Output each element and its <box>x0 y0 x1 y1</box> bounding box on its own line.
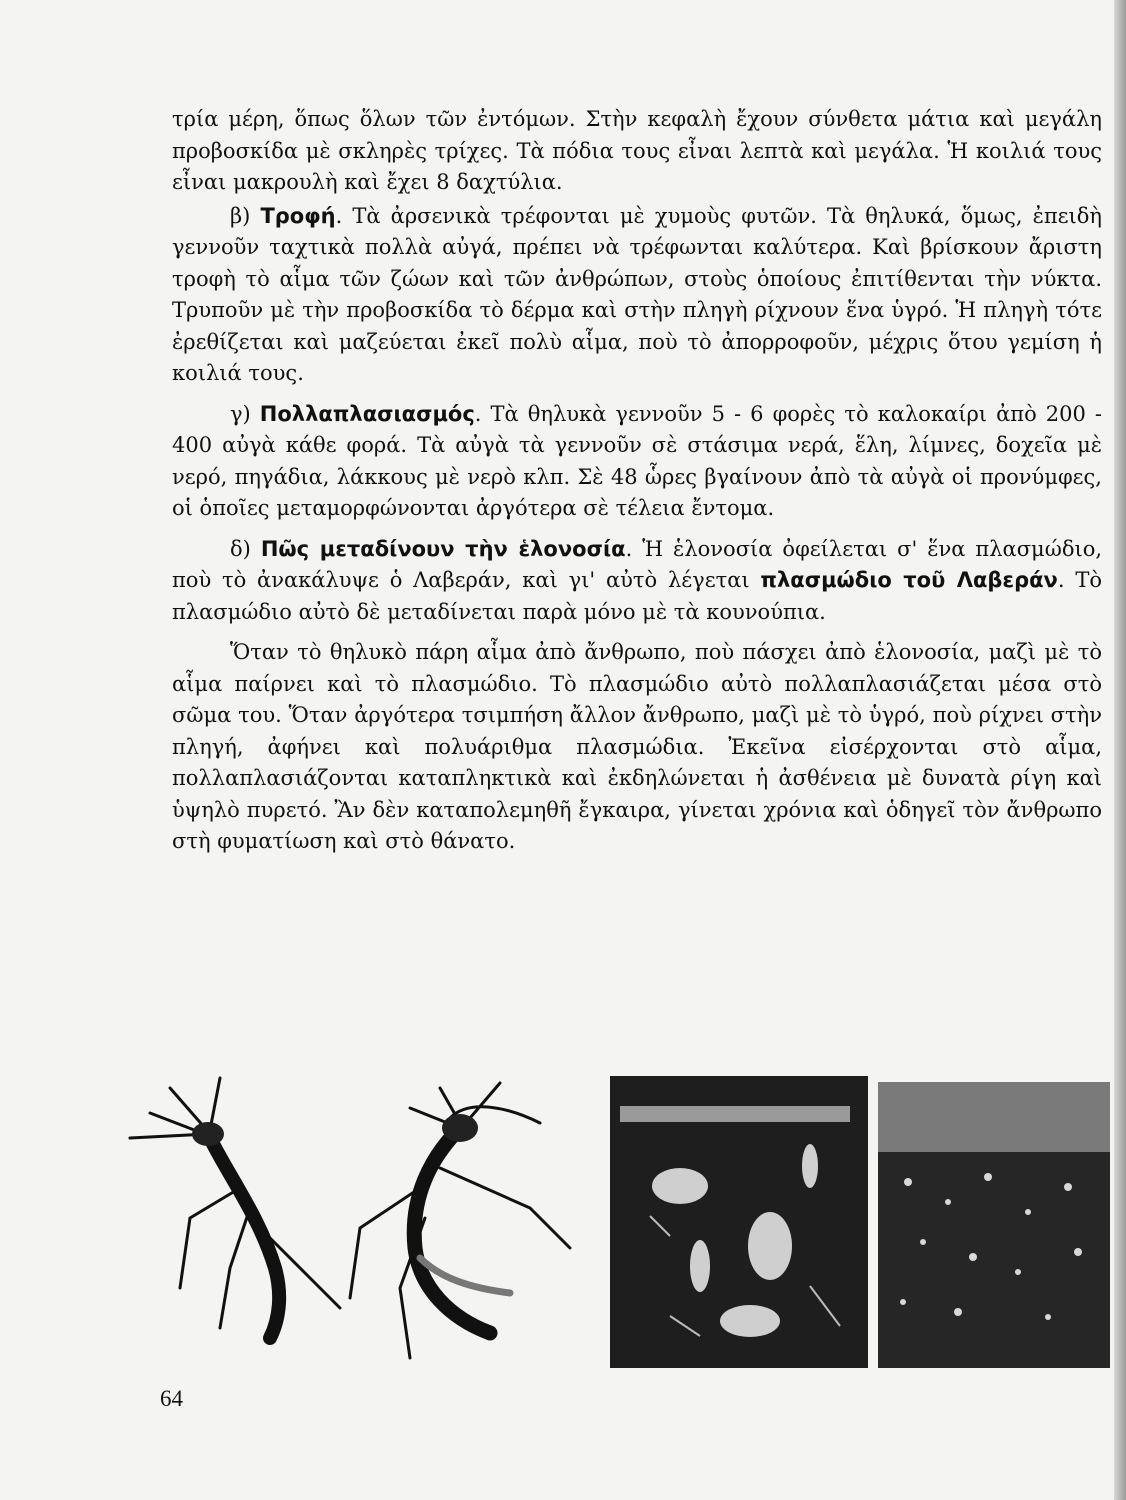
page-number: 64 <box>160 1386 183 1411</box>
paragraph-otan-text: Ὅταν τὸ θηλυκὸ πάρη αἷμα ἀπὸ ἄνθρωπο, ποὺ πάσχει ἀπὸ ἑλονοσία, μαζὶ μὲ τὸ αἷμα παίρνει καὶ τὸ πλασμώδιο. Τὸ πλασμώδιο αὐτὸ πολλαπλασιάζεται μέσα στὸ σῶμα του. Ὅταν ἀργότερα τσιμπήση ἄλλον ἄνθρωπο, μαζὶ μὲ τὸ ὑγρό, ποὺ ρίχνει στὴν πληγή, ἀφήνει καὶ πολυάριθμα πλασμώδια. Ἐκεῖνα εἰσέρχονται στὸ αἷμα, πολλαπλασιάζονται καταπληκτικὰ καὶ ἐκδηλώνεται ἡ ἀσθένεια μὲ δυνατὰ ρίγη καὶ ὑψηλὸ πυρετό. Ἂν δὲν καταπολεμηθῆ ἔγκαιρα, γίνεται χρόνια καὶ ὁδηγεῖ τὸν ἄνθρωπο στὴ φυματίωση καὶ στὸ θάνατο. <box>172 640 1102 853</box>
paragraph-pollaplasiasmos <box>172 399 1102 525</box>
water-surface-photo <box>878 1082 1110 1368</box>
paragraph-metadosi-text-end: . Τὸ πλασμώδιο αὐτὸ δὲ μεταδίνεται παρὰ μόνο μὲ τὰ κουνούπια. <box>172 568 1102 624</box>
paragraph-pollaplasiasmos-text: . Τὰ θηλυκὰ γεννοῦν 5 - 6 φορὲς τὸ καλοκαίρι ἀπὸ 200 - 400 αὐγὰ κάθε φορά. Τὰ αὐγὰ τὰ γεννοῦν σὲ στάσιμα νερά, ἕλη, λίμνες, δοχεῖα μὲ νερό, πηγάδια, λάκκους μὲ νερὸ κλπ. Σὲ 48 ὧρες βγαίνουν ἀπὸ τὰ αὐγὰ οἱ προνύμφες, οἱ ὁποῖες μεταμορφώνονται ἀργότερα σὲ τέλεια ἔντομα. <box>172 401 1102 520</box>
heading-metadosi: Πῶς μεταδίνουν τὴν ἑλονοσία <box>260 536 626 561</box>
paragraph-trofi-text: . Τὰ ἀρσενικὰ τρέφονται μὲ χυμοὺς φυτῶν. Τὰ θηλυκά, ὅμως, ἐπειδὴ γεννοῦν ταχτικὰ πολλὰ αὐγά, πρέπει νὰ τρέφωνται καλύτερα. Καὶ βρίσκουν ἄριστη τροφὴ τὸ αἷμα τῶν ζώων καὶ τῶν ἀνθρώπων, στοὺς ὁποίους ἐπιτίθενται τὴν νύκτα. Τρυποῦν μὲ τὴν προβοσκίδα τὸ δέρμα καὶ στὴν πληγὴ ρίχνουν ἕνα ὑγρό. Ἡ πληγὴ τότε ἐρεθίζεται καὶ μαζεύεται ἐκεῖ πολὺ αἷμα, ποὺ τὸ ἀπορροφοῦν, μέχρις ὅτου γεμίση ἡ κοιλιά τους. <box>172 203 1103 385</box>
paragraph-1 <box>172 104 1102 199</box>
heading-pollaplasiasmos: Πολλαπλασιασμός <box>259 401 475 426</box>
paragraph-trofi <box>172 201 1102 390</box>
term-plasmodio-laveran: πλασμώδιο τοῦ Λαβεράν <box>760 568 1058 592</box>
larvae-photo <box>610 1076 868 1368</box>
paragraph-metadosi-text: . Ἡ ἑλονοσία ὀφείλεται σ' ἕνα πλασμώδιο, ποὺ τὸ ἀνακάλυψε ὁ Λαβεράν, καὶ γι' αὐτὸ λέγεται <box>172 536 1103 592</box>
body-text <box>172 104 1102 858</box>
item-marker-b: β) <box>230 203 261 228</box>
item-marker-d: δ) <box>230 536 261 561</box>
paragraph-1-text: τρία μέρη, ὅπως ὅλων τῶν ἐντόμων. Στὴν κεφαλὴ ἔχουν σύνθετα μάτια καὶ μεγάλη προβοσκίδα μὲ σκληρὲς τρίχες. Τὰ πόδια τους εἶναι λεπτὰ καὶ μεγάλα. Ἡ κοιλιά τους εἶναι μακρουλὴ καὶ ἔχει 8 δαχτύλια. <box>172 107 1102 194</box>
paragraph-otan <box>172 637 1102 858</box>
page-edge-shadow <box>1114 0 1126 1500</box>
mosquito-illustration <box>110 1068 590 1368</box>
item-marker-g: γ) <box>230 401 260 426</box>
paragraph-metadosi <box>172 534 1102 629</box>
figure-row <box>110 1068 1110 1368</box>
heading-trofi: Τροφή <box>260 203 336 228</box>
